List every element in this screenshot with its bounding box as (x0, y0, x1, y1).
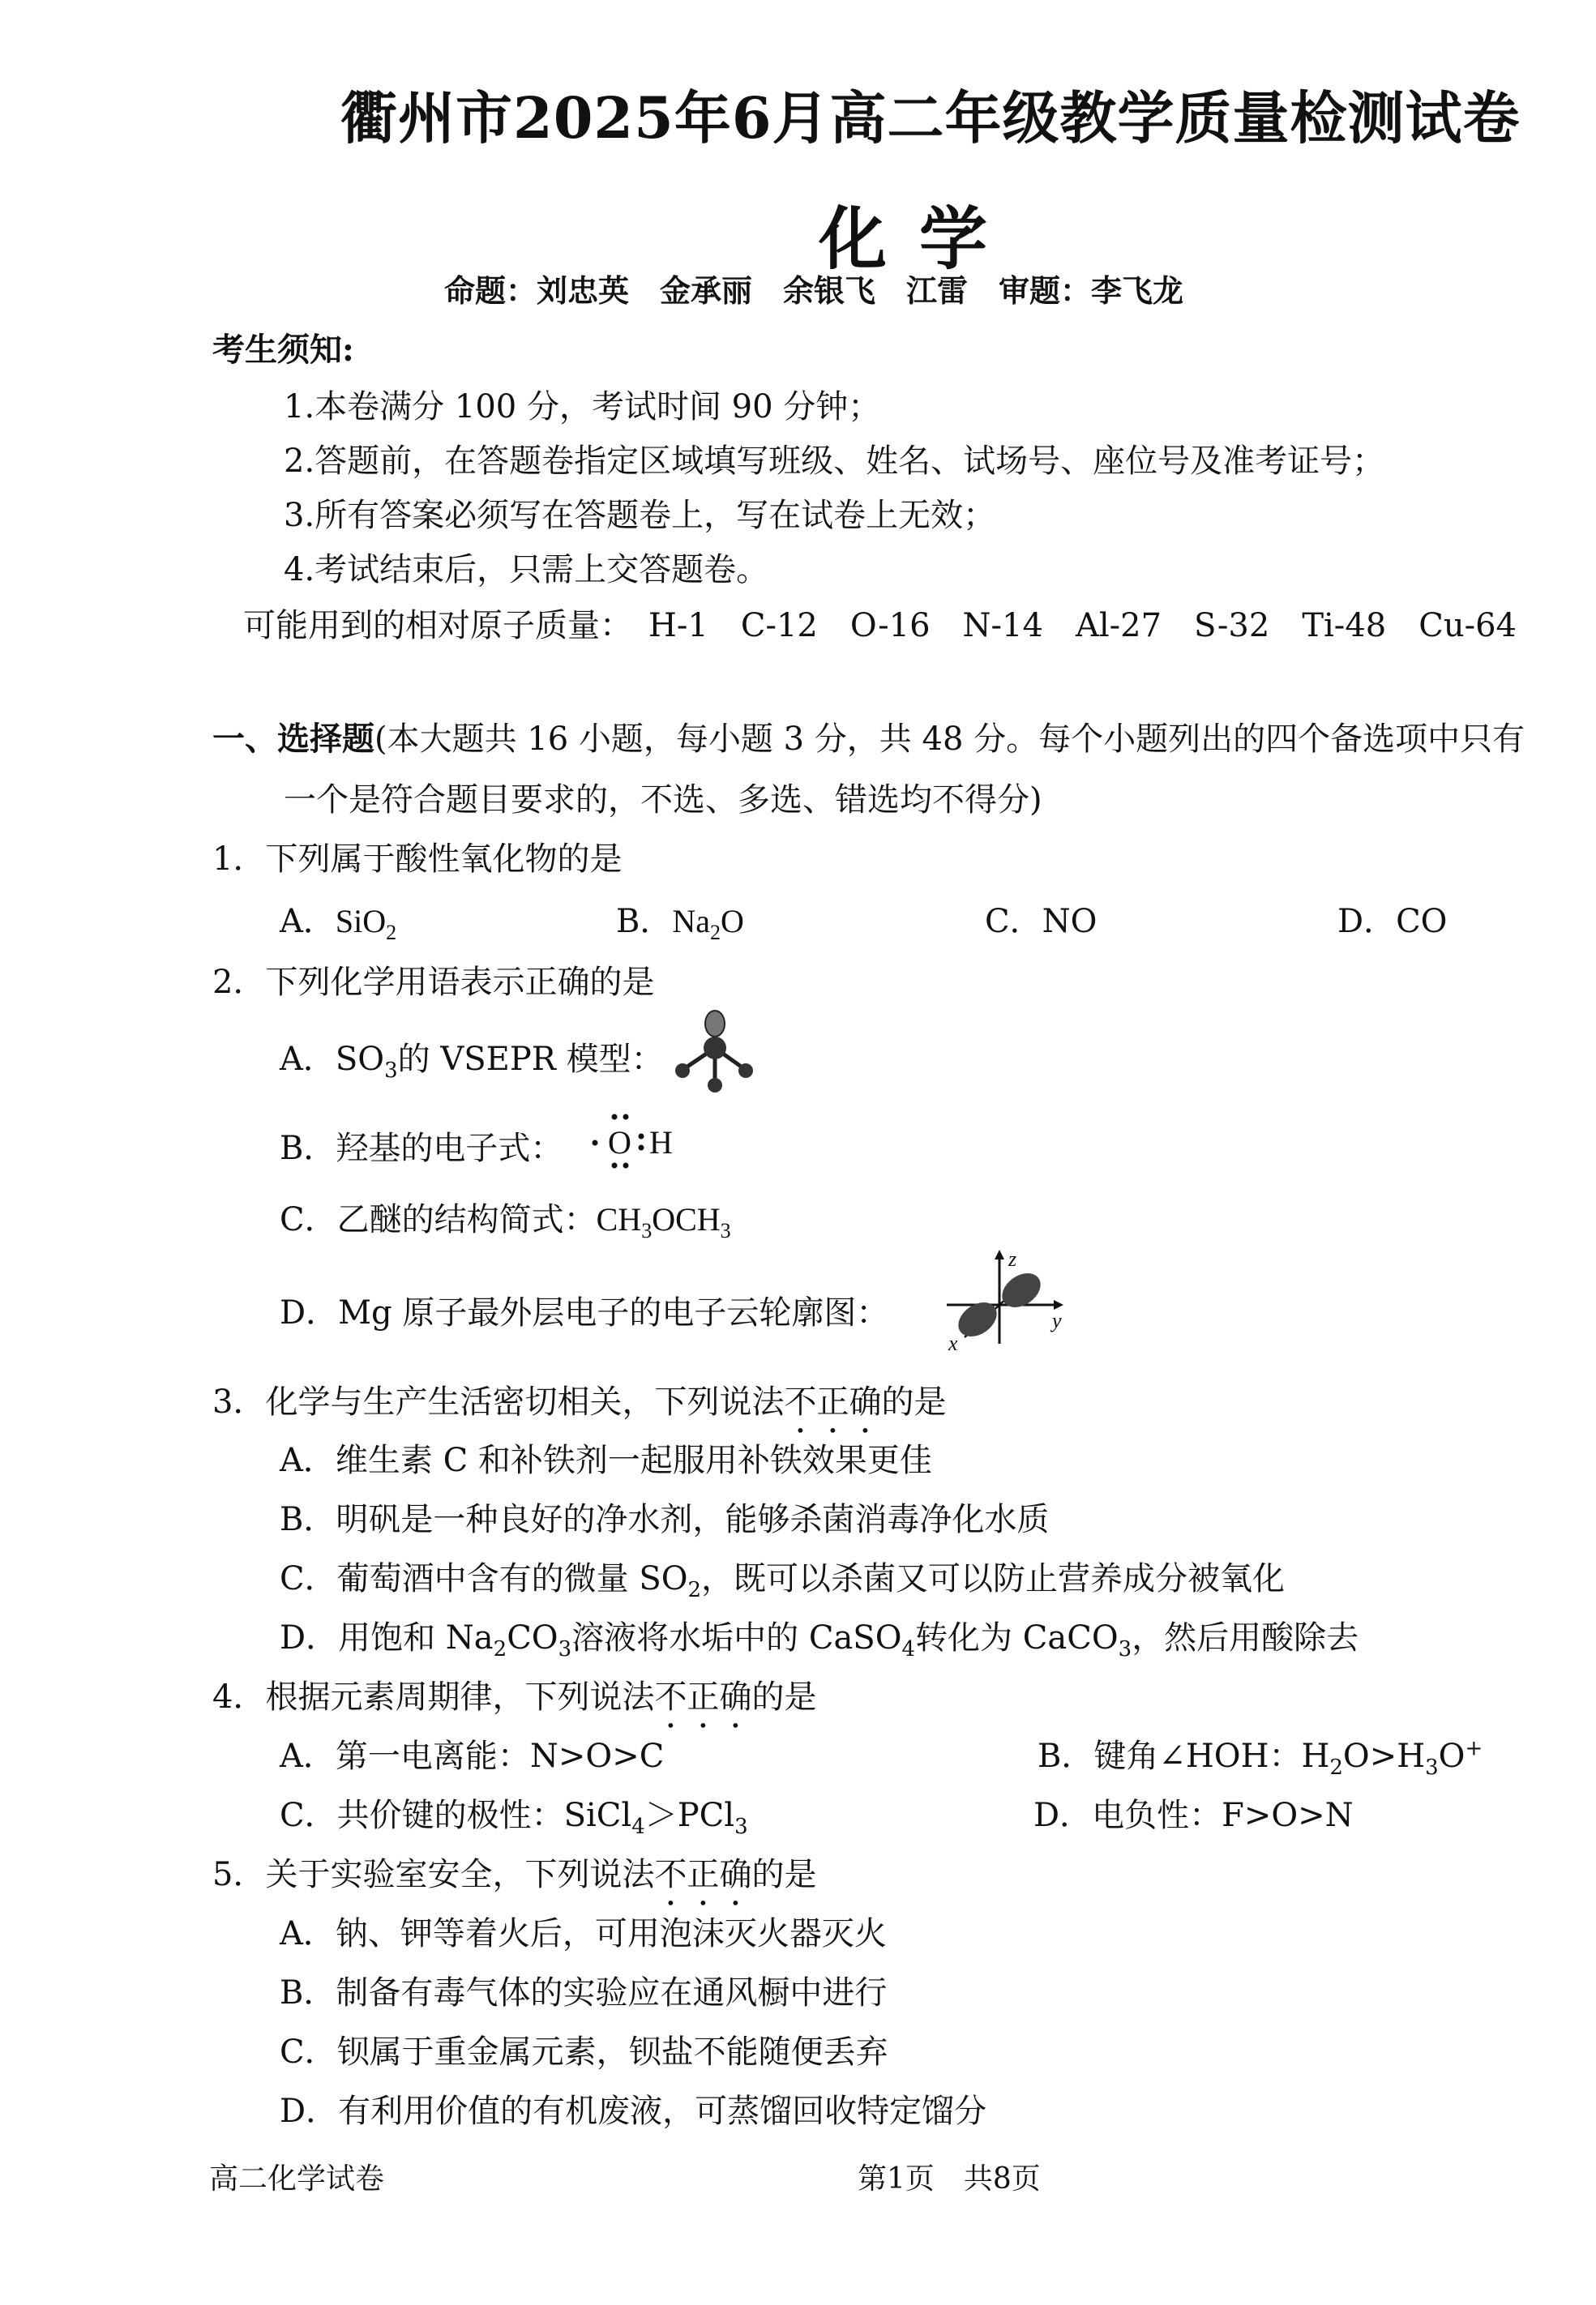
q5-stem: 5．关于实验室安全，下列说法不正确的是 (212, 1856, 817, 1893)
hydroxyl-electron-formula (588, 1110, 693, 1175)
q3-option-a: A．维生素 C 和补铁剂一起服用补铁效果更佳 (280, 1442, 932, 1479)
q4-option-c: C．共价键的极性：SiCl$_4$＞PCl$_3$ (280, 1797, 748, 1839)
q5-option-b: B．制备有毒气体的实验应在通风橱中进行 (280, 1974, 888, 2012)
q1-option-d: D．CO (1337, 903, 1448, 940)
q3-stem: 3．化学与生产生活密切相关，下列说法不正确的是 (212, 1383, 947, 1421)
q4-option-a: A．第一电离能：N>O>C (280, 1738, 665, 1775)
q1-option-c: C．NO (985, 903, 1098, 940)
q2-stem: 2．下列化学用语表示正确的是 (212, 964, 655, 1001)
q5-option-c: C．钡属于重金属元素，钡盐不能随便丢弃 (280, 2033, 888, 2071)
q5-option-d: D．有利用价值的有机废液，可蒸馏回收特定馏分 (280, 2093, 987, 2130)
q3-option-d: D．用饱和 $Na_2CO_3$溶液将水垢中的 CaSO$_4$转化为 CaCO$_3$，然后用酸除去 (280, 1619, 1359, 1661)
page-number: 第1页 共8页 (858, 2162, 1041, 2196)
p-orbital-image (940, 1248, 1070, 1353)
q4-option-b: B．键角∠HOH：$H_2O>H_3O^+$ (1038, 1736, 1483, 1780)
atomic-mass-line: 可能用到的相对原子质量： H-1 C-12 O-16 N-14 Al-27 S-32 Ti-48 Cu-64 (243, 607, 1517, 644)
exam-title: 衢州市2025年6月高二年级教学质量检测试卷 (340, 84, 1521, 152)
vsepr-model-image (665, 1001, 770, 1098)
q3-option-b: B．明矾是一种良好的净水剂，能够杀菌消毒净化水质 (280, 1501, 1050, 1538)
q2-option-b: B．羟基的电子式： (280, 1130, 563, 1167)
notice-item-4: 4.考试结束后，只需上交答题卷。 (284, 551, 769, 588)
subject-title: 化学 (819, 199, 1020, 279)
q1-option-a: A．SiO$_2$ (280, 903, 397, 944)
hydrogen-symbol: H (649, 1124, 673, 1161)
q3-option-c: C．葡萄酒中含有的微量 $SO_2$，既可以杀菌又可以防止营养成分被氧化 (280, 1560, 1286, 1602)
section-desc-line2: 一个是符合题目要求的，不选、多选、错选均不得分) (284, 781, 1042, 819)
q1-option-b: B．$Na_2O$ (616, 903, 744, 944)
section-title: 一、选择题 (212, 720, 374, 758)
oxygen-symbol: O (608, 1124, 631, 1161)
footer-left: 高二化学试卷 (209, 2162, 385, 2196)
q2-option-a: A．$SO_3$的 VSEPR 模型： (280, 1041, 664, 1083)
axis-z-label: z (1008, 1248, 1017, 1271)
section-desc-line1: (本大题共 16 小题，每小题 3 分，共 48 分。每个小题列出的四个备选项中只有 (374, 721, 1525, 758)
q4-stem: 4．根据元素周期律，下列说法不正确的是 (212, 1679, 817, 1716)
axis-x-label: x (948, 1332, 958, 1353)
q1-stem: 1．下列属于酸性氧化物的是 (212, 840, 623, 878)
notice-heading: 考生须知: (212, 331, 354, 369)
notice-item-3: 3.所有答案必须写在答题卷上，写在试卷上无效； (284, 497, 996, 534)
notice-item-1: 1.本卷满分 100 分，考试时间 90 分钟； (284, 388, 881, 426)
axis-y-label: y (1052, 1309, 1062, 1332)
section-heading (212, 713, 1525, 759)
notice-item-2: 2.答题前，在答题卷指定区域填写班级、姓名、试场号、座位号及准考证号； (284, 443, 1385, 480)
q5-option-a: A．钠、钾等着火后，可用泡沫灭火器灭火 (280, 1915, 887, 1952)
q2-option-d: D．Mg 原子最外层电子的电子云轮廓图： (280, 1294, 889, 1332)
q4-option-d: D．电负性：F>O>N (1033, 1797, 1354, 1834)
authors-line: 命题：刘忠英 金承丽 余银飞 江雷 审题：李飞龙 (444, 272, 1184, 309)
q2-option-c: C．乙醚的结构简式：$CH_3OCH_3$ (280, 1201, 731, 1242)
